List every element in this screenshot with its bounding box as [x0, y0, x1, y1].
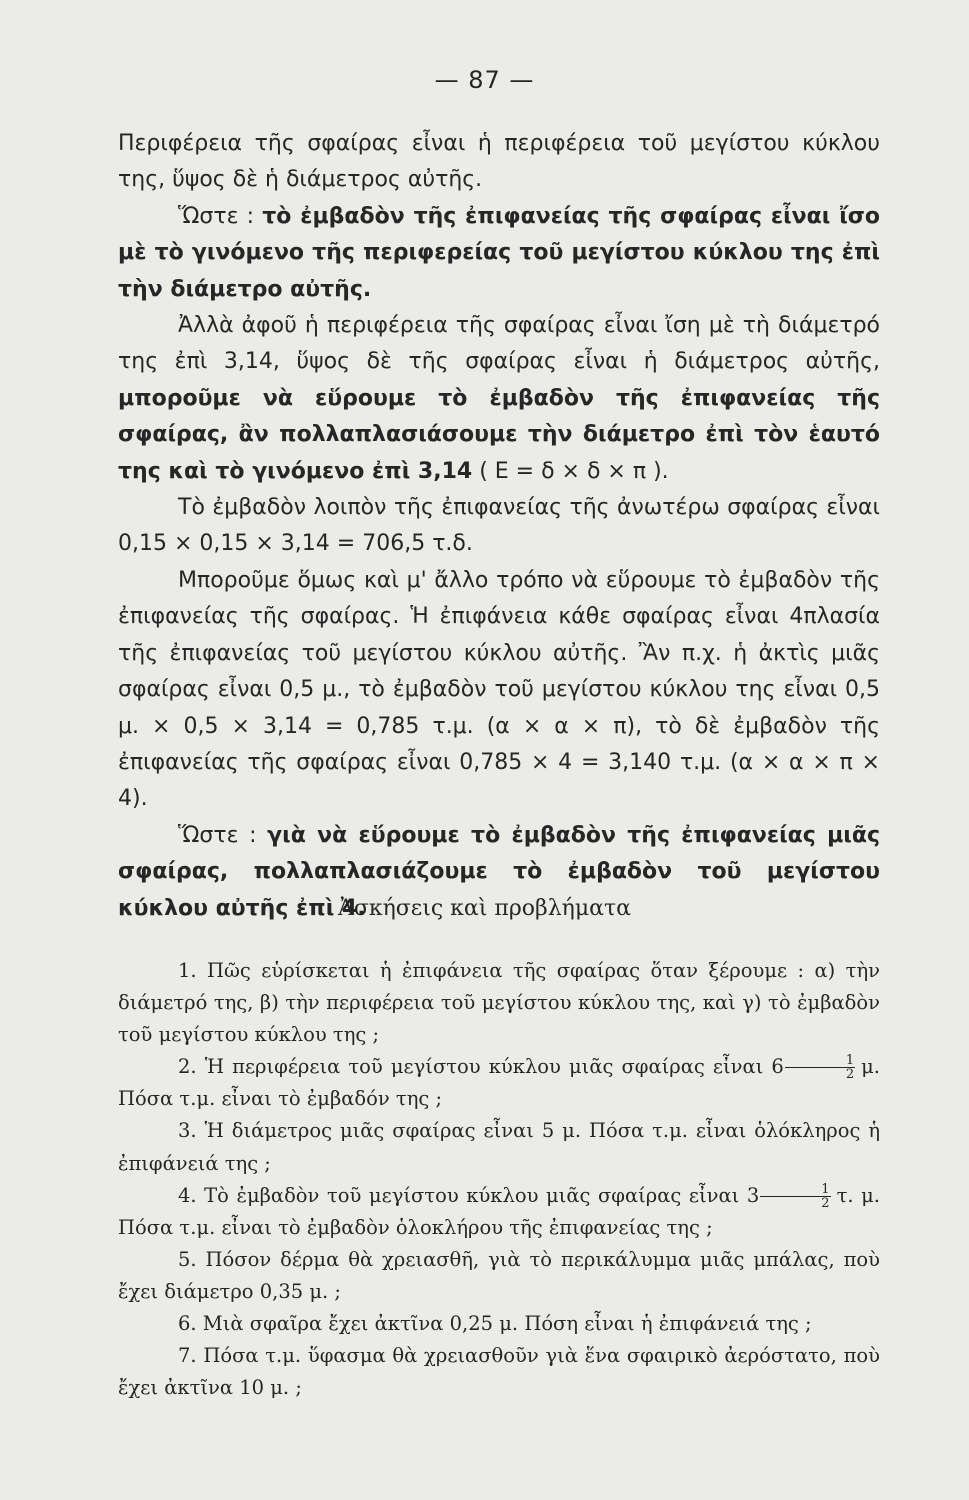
rule-lead: Ὥστε :	[178, 822, 257, 848]
rule-text-bold: γιὰ νὰ εὕρουμε τὸ ἐμβαδὸν τῆς ἐπιφανείας μιᾶς σφαίρας, πολλαπλασιάζουμε τὸ ἐμβαδὸν τοῦ μεγίστου κύκλου αὐτῆς ἐπὶ 4.	[118, 822, 881, 921]
exercise-1: 1. Πῶς εὑρίσκεται ἡ ἐπιφάνεια τῆς σφαίρας ὅταν ξέρουμε : α) τὴν διάμετρό της, β) τὴν περιφέρεια τοῦ μεγίστου κύκλου της, καὶ γ) τὸ ἐμβαδὸν τοῦ μεγίστου κύκλου της ;	[118, 959, 880, 1047]
page-number: — 87 —	[434, 66, 535, 94]
fraction-numerator: 1	[785, 1054, 855, 1068]
paragraph-sphere-circumference: Περιφέρεια τῆς σφαίρας εἶναι ἡ περιφέρεια τοῦ μεγίστου κύκλου της, ὕψος δὲ ἡ διάμετρος αὐτῆς.	[118, 131, 880, 193]
exercise-text: μ. Πόσα τ.μ. εἶναι τὸ ἐμβαδόν της ;	[118, 1055, 880, 1111]
exercise-7: 7. Πόσα τ.μ. ὕφασμα θὰ χρειασθοῦν γιὰ ἕνα σφαιρικὸ ἀερόστατο, ποὺ ἔχει ἀκτῖνα 10 μ. ;	[118, 1344, 880, 1400]
exercise-4	[118, 1180, 880, 1244]
paragraph-alternative-method: Μποροῦμε ὅμως καὶ μ' ἄλλο τρόπο νὰ εὕρουμε τὸ ἐμβαδὸν τῆς ἐπιφανείας τῆς σφαίρας. Ἡ ἐπιφάνεια κάθε σφαίρας εἶναι 4πλασία τῆς ἐπιφανείας τοῦ μεγίστου κύκλου αὐτῆς. Ἂν π.χ. ἡ ἀκτὶς μιᾶς σφαίρας εἶναι 0,5 μ., τὸ ἐμβαδὸν τοῦ μεγίστου κύκλου της εἶναι 0,5 μ. × 0,5 × 3,14 = 0,785 τ.μ. (α × α × π), τὸ δὲ ἐμβαδὸν τῆς ἐπιφανείας τῆς σφαίρας εἶναι 0,785 × 4 = 3,140 τ.μ. (α × α × π × 4).	[118, 567, 880, 812]
paragraph-example-result: Τὸ ἐμβαδὸν λοιπὸν τῆς ἐπιφανείας τῆς ἀνωτέρω σφαίρας εἶναι 0,15 × 0,15 × 3,14 = 706,5 τ.δ.	[118, 495, 880, 557]
exercise-3: 3. Ἡ διάμετρος μιᾶς σφαίρας εἶναι 5 μ. Πόσα τ.μ. εἶναι ὁλόκληρος ἡ ἐπιφάνειά της ;	[118, 1119, 880, 1175]
exercise-text: 4. Τὸ ἐμβαδὸν τοῦ μεγίστου κύκλου μιᾶς σφαίρας εἶναι 3	[178, 1183, 760, 1207]
paragraph-formula	[118, 308, 880, 490]
fraction-one-half	[760, 1183, 830, 1210]
exercise-text: 2. Ἡ περιφέρεια τοῦ μεγίστου κύκλου μιᾶς σφαίρας εἶναι 6	[178, 1055, 784, 1079]
exercise-2	[118, 1051, 880, 1115]
fraction-denominator: 2	[821, 1195, 830, 1211]
exercise-6: 6. Μιὰ σφαῖρα ἔχει ἀκτῖνα 0,25 μ. Πόση εἶναι ἡ ἐπιφάνειά της ;	[178, 1312, 812, 1336]
rule-lead: Ὥστε :	[178, 203, 255, 229]
paragraph-rule-1	[118, 199, 880, 308]
formula-text-bold: μποροῦμε νὰ εὕρουμε τὸ ἐμβαδὸν τῆς ἐπιφανείας τῆς σφαίρας, ἂν πολλαπλασιάσουμε τὴν διάμετρο ἐπὶ τὸν ἑαυτό της καὶ τὸ γινόμενο ἐπὶ 3,14	[118, 385, 880, 484]
fraction-one-half	[785, 1054, 855, 1081]
fraction-numerator: 1	[760, 1183, 830, 1197]
formula-intro: Ἀλλὰ ἀφοῦ ἡ περιφέρεια τῆς σφαίρας εἶναι ἴση μὲ τὴ διάμετρό της ἐπὶ 3,14, ὕψος δὲ τῆς σφαίρας εἶναι ἡ διάμετρος αὐτῆς,	[118, 313, 880, 375]
exercise-5: 5. Πόσον δέρμα θὰ χρειασθῆ, γιὰ τὸ περικάλυμμα μιᾶς μπάλας, ποὺ ἔχει διάμετρο 0,35 μ. ;	[118, 1247, 880, 1303]
exercises-heading: Ἀσκήσεις καὶ προβλήματα	[337, 896, 632, 921]
formula-expression: ( E = δ × δ × π ).	[479, 458, 669, 484]
fraction-denominator: 2	[845, 1067, 855, 1083]
main-text	[118, 126, 880, 927]
exercises-list	[118, 955, 880, 1404]
exercise-text: τ. μ. Πόσα τ.μ. εἶναι τὸ ἐμβαδὸν ὁλοκλήρου τῆς ἐπιφανείας της ;	[118, 1183, 880, 1239]
rule-text-bold: τὸ ἐμβαδὸν τῆς ἐπιφανείας τῆς σφαίρας εἶναι ἴσο μὲ τὸ γινόμενο τῆς περιφερείας τοῦ μεγίστου κύκλου της ἐπὶ τὴν διάμετρο αὐτῆς.	[118, 203, 881, 302]
